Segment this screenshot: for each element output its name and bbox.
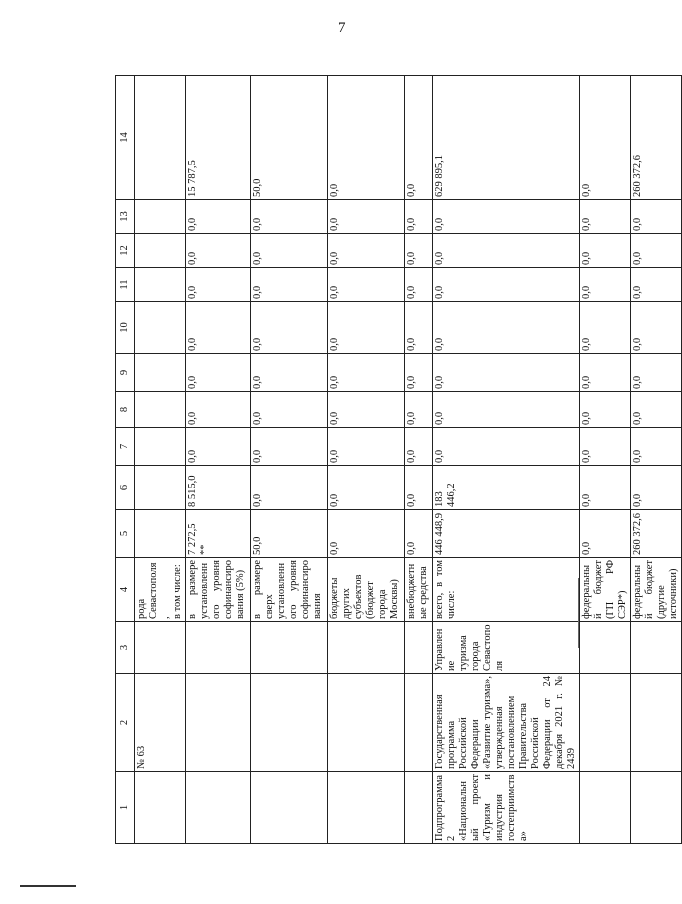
table-cell: 0,0 [405,234,433,268]
table-cell: 0,0 [328,268,405,302]
table-cell: 0,0 [251,428,328,466]
table-row [251,76,328,844]
table-cell: 0,0 [405,268,433,302]
table-cell: 0,0 [251,268,328,302]
table-row [405,76,433,844]
table-cell [135,392,186,428]
table-cell: 0,0 [328,392,405,428]
table-cell: в размере сверх установленного уровня софинансирования [251,558,328,622]
table-cell: всего, в том числе: [433,558,580,622]
table-cell: 50,0 [251,510,328,558]
table-cell: 0,0 [405,428,433,466]
table-cell [135,466,186,510]
table-row [135,76,186,844]
table-row [433,76,580,844]
table-cell: рода Севастополя, в том числе: [135,558,186,622]
table-cell [135,302,186,354]
table-cell: 0,0 [580,510,631,558]
table-cell: 0,0 [328,234,405,268]
table-cell: внебюджетные средства [405,558,433,622]
table-cell: бюджеты других субъектов (бюджет города Москвы) [328,558,405,622]
table-cell [580,772,631,844]
table-cell [135,200,186,234]
table-cell: 0,0 [580,354,631,392]
table-cell [631,674,682,772]
table-row [328,76,405,844]
table-cell [405,772,433,844]
table-cell: 0,0 [186,200,251,234]
column-header: 7 [116,428,135,466]
table-cell [135,772,186,844]
table-cell [135,268,186,302]
column-header: 10 [116,302,135,354]
table-cell [328,772,405,844]
table-cell: 50,0 [251,76,328,200]
table-cell [135,510,186,558]
table-cell: 0,0 [580,234,631,268]
table-body [116,76,682,844]
table-cell: 0,0 [328,428,405,466]
rotated-table-area [115,76,679,844]
table-cell [186,772,251,844]
table-cell: 0,0 [405,354,433,392]
table-cell: 0,0 [631,428,682,466]
table-cell [186,622,251,674]
column-header: 9 [116,354,135,392]
table-cell: 0,0 [433,234,580,268]
table-cell: 0,0 [631,200,682,234]
column-header: 5 [116,510,135,558]
column-header: 4 [116,558,135,622]
margin-mark [20,885,76,887]
table-cell: 0,0 [433,200,580,234]
table-cell: 0,0 [580,428,631,466]
table-cell: 0,0 [251,200,328,234]
table-cell: 8 515,0 [186,466,251,510]
table-cell: 629 895,1 [433,76,580,200]
table-cell: Подпрограмма 2 «Национальный проект «Туризм и индустрия гостеприимства» [433,772,580,844]
table-cell: 7 272,5 ** [186,510,251,558]
table-cell [251,674,328,772]
table-cell [251,622,328,674]
table-cell: 0,0 [328,200,405,234]
table-cell: 0,0 [631,466,682,510]
table-cell: 260 372,6 [631,510,682,558]
table-cell: 0,0 [328,76,405,200]
table-cell: 0,0 [580,76,631,200]
table-cell [135,234,186,268]
table-cell: федеральный бюджет (ГП РФ СЭР*) [580,558,631,622]
table-cell [580,674,631,772]
table-cell: 0,0 [405,76,433,200]
table-cell: 0,0 [631,302,682,354]
table-cell [186,674,251,772]
table-cell: 0,0 [631,354,682,392]
table-cell: 0,0 [405,466,433,510]
table-row [631,76,682,844]
column-header: 14 [116,76,135,200]
table-cell [580,622,631,674]
table-cell: 0,0 [580,466,631,510]
table-cell [135,354,186,392]
header-row [116,76,135,844]
table-row [580,76,631,844]
table-cell: 0,0 [186,268,251,302]
table-cell [135,428,186,466]
table-cell: 0,0 [580,268,631,302]
column-header: 11 [116,268,135,302]
table-cell: 0,0 [328,354,405,392]
scan-line [578,578,579,648]
table-cell: 0,0 [251,234,328,268]
table-row [186,76,251,844]
page-number: 7 [338,20,346,36]
table-cell: 0,0 [631,392,682,428]
table-cell: 0,0 [433,302,580,354]
table-cell: 0,0 [405,392,433,428]
table-cell: 260 372,6 [631,76,682,200]
table-cell: 0,0 [580,200,631,234]
column-header: 1 [116,772,135,844]
table-cell [631,622,682,674]
table-cell: 0,0 [251,302,328,354]
table-cell: 0,0 [433,392,580,428]
table-cell [135,76,186,200]
table-cell: 0,0 [631,268,682,302]
table-cell: 0,0 [405,302,433,354]
table-cell: 0,0 [580,302,631,354]
table-cell [251,772,328,844]
column-header: 13 [116,200,135,234]
table-cell: 0,0 [328,510,405,558]
table-cell: 0,0 [186,428,251,466]
table-cell: 0,0 [251,354,328,392]
table-cell: 183 446,2 [433,466,580,510]
table-cell: 0,0 [433,268,580,302]
table-cell: 0,0 [186,392,251,428]
table-cell [328,622,405,674]
table-cell: федеральный бюджет (другие источники) [631,558,682,622]
column-header: 3 [116,622,135,674]
table-cell: 0,0 [251,392,328,428]
table-cell: 0,0 [631,234,682,268]
column-header: 6 [116,466,135,510]
funding-table [115,75,682,844]
table-cell [405,674,433,772]
table-cell: в размере установленного уровня софинансирования (5%) [186,558,251,622]
table-cell: № 63 [135,674,186,772]
table-cell [405,622,433,674]
table-cell: 446 448,9 [433,510,580,558]
table-cell: 0,0 [433,354,580,392]
table-cell: 15 787,5 [186,76,251,200]
table-cell: 0,0 [405,200,433,234]
table-cell: Управление туризма города Севастополя [433,622,580,674]
table-cell [135,622,186,674]
table-cell [631,772,682,844]
table-cell: 0,0 [580,392,631,428]
table-cell [328,674,405,772]
table-cell: 0,0 [433,428,580,466]
table-cell: 0,0 [328,302,405,354]
table-cell: 0,0 [186,354,251,392]
table-cell: 0,0 [405,510,433,558]
table-cell: 0,0 [251,466,328,510]
table-cell: 0,0 [186,234,251,268]
column-header: 8 [116,392,135,428]
table-cell: Государственная программа Российской Федерации «Развитие туризма», утвержденная постановлением Правительства Российской Федерации от 24 декабря 2021 г. № 2439 [433,674,580,772]
column-header: 2 [116,674,135,772]
column-header: 12 [116,234,135,268]
table-cell: 0,0 [186,302,251,354]
table-cell: 0,0 [328,466,405,510]
